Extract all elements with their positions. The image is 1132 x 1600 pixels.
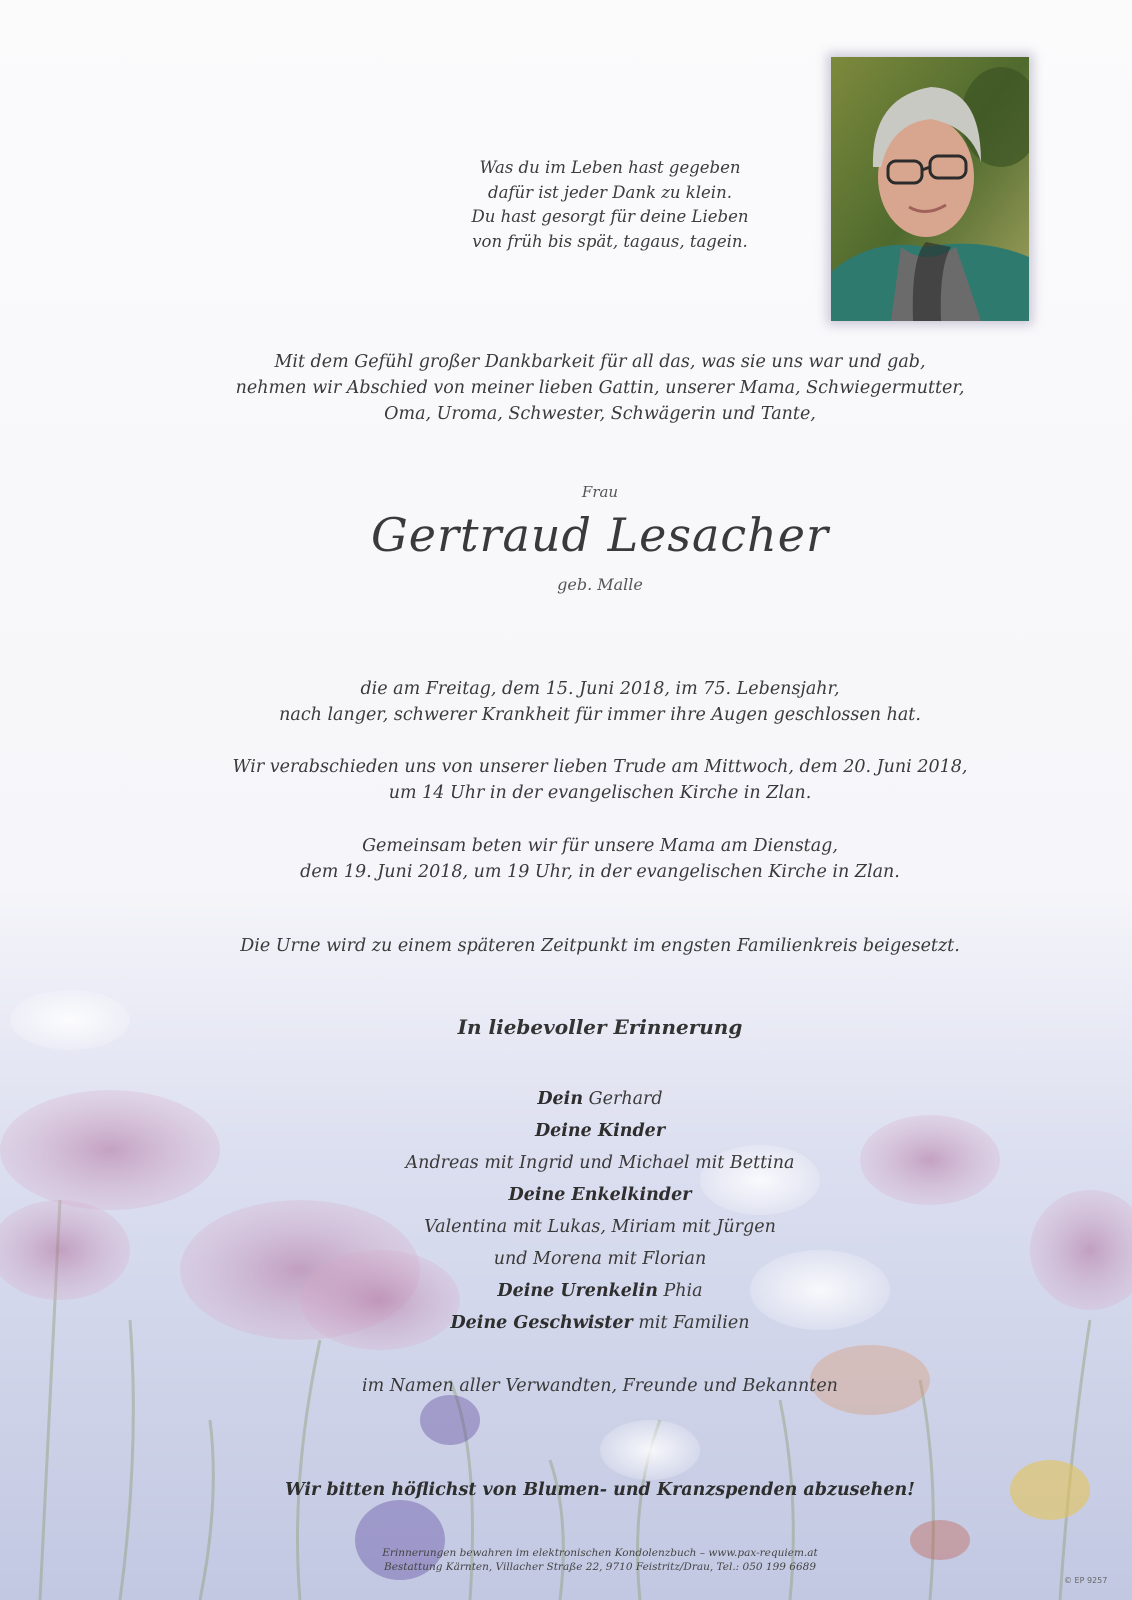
grandchildren-label: Deine Enkelkinder (508, 1185, 692, 1205)
mourner-siblings (250, 1307, 950, 1339)
great-grandchild-label: Deine Urenkelin (497, 1281, 658, 1301)
death-line: nach langer, schwerer Krankheit für immer ihre Augen geschlossen hat. (279, 705, 921, 725)
portrait-photo (831, 57, 1029, 321)
urn-notice: Die Urne wird zu einem späteren Zeitpunkt im engsten Familienkreis beigesetzt. (240, 936, 960, 956)
children-label: Deine Kinder (534, 1121, 666, 1141)
siblings-suffix: mit Familien (638, 1313, 750, 1333)
intro-line: Oma, Uroma, Schwester, Schwägerin und Tante, (384, 404, 816, 424)
memorial-verse (440, 156, 780, 254)
funeral-notice (150, 754, 1050, 806)
verse-line: dafür ist jeder Dank zu klein. (488, 182, 732, 202)
print-code: © EP 9257 (1064, 1576, 1108, 1585)
mourner-husband (250, 1083, 950, 1115)
death-notice (150, 676, 1050, 728)
husband-label: Dein (537, 1089, 584, 1109)
donation-request: Wir bitten höflichst von Blumen- und Kranzspenden abzusehen! (285, 1480, 915, 1500)
verse-line: Was du im Leben hast gegeben (479, 158, 741, 177)
intro-line: Mit dem Gefühl großer Dankbarkeit für all das, was sie uns war und gab, (274, 352, 926, 372)
funeral-line: um 14 Uhr in der evangelischen Kirche in Zlan. (388, 783, 812, 803)
verse-line: von früh bis spät, tagaus, tagein. (472, 231, 748, 251)
great-grandchild-name: Phia (663, 1281, 703, 1301)
prayer-notice (150, 833, 1050, 885)
salutation: Frau (581, 483, 619, 501)
prayer-line: Gemeinsam beten wir für unsere Mama am Dienstag, (362, 836, 838, 856)
mourner-grandchildren-label (250, 1179, 950, 1211)
intro-line: nehmen wir Abschied von meiner lieben Gattin, unserer Mama, Schwiegermutter, (235, 378, 965, 398)
verse-line: Du hast gesorgt für deine Lieben (471, 207, 749, 226)
portrait-image (831, 57, 1029, 321)
footer-line: Bestattung Kärnten, Villacher Straße 22, 9710 Feistritz/Drau, Tel.: 050 199 6689 (383, 1561, 817, 1573)
siblings-label: Deine Geschwister (450, 1313, 633, 1333)
relatives-line: im Namen aller Verwandten, Freunde und Bekannten (362, 1376, 838, 1396)
deceased-name: Gertraud Lesacher (371, 508, 829, 562)
prayer-line: dem 19. Juni 2018, um 19 Uhr, in der evangelischen Kirche in Zlan. (300, 862, 900, 882)
mourner-children: Andreas mit Ingrid und Michael mit Bettina (405, 1153, 795, 1173)
memory-heading: In liebevoller Erinnerung (457, 1015, 743, 1039)
mourner-great-grandchild (250, 1275, 950, 1307)
maiden-name: geb. Malle (557, 575, 643, 594)
death-line: die am Freitag, dem 15. Juni 2018, im 75. Lebensjahr, (360, 679, 840, 699)
husband-name: Gerhard (588, 1089, 663, 1109)
farewell-intro (150, 349, 1050, 427)
mourners-list (250, 1083, 950, 1339)
mourner-grandchildren: und Morena mit Florian (493, 1249, 707, 1269)
footer-line: Erinnerungen bewahren im elektronischen Kondolenzbuch – www.pax-requiem.at (382, 1547, 818, 1559)
footer-info (300, 1546, 900, 1574)
mourner-children-label (250, 1115, 950, 1147)
funeral-line: Wir verabschieden uns von unserer lieben Trude am Mittwoch, dem 20. Juni 2018, (232, 757, 968, 777)
mourner-grandchildren: Valentina mit Lukas, Miriam mit Jürgen (424, 1217, 776, 1237)
